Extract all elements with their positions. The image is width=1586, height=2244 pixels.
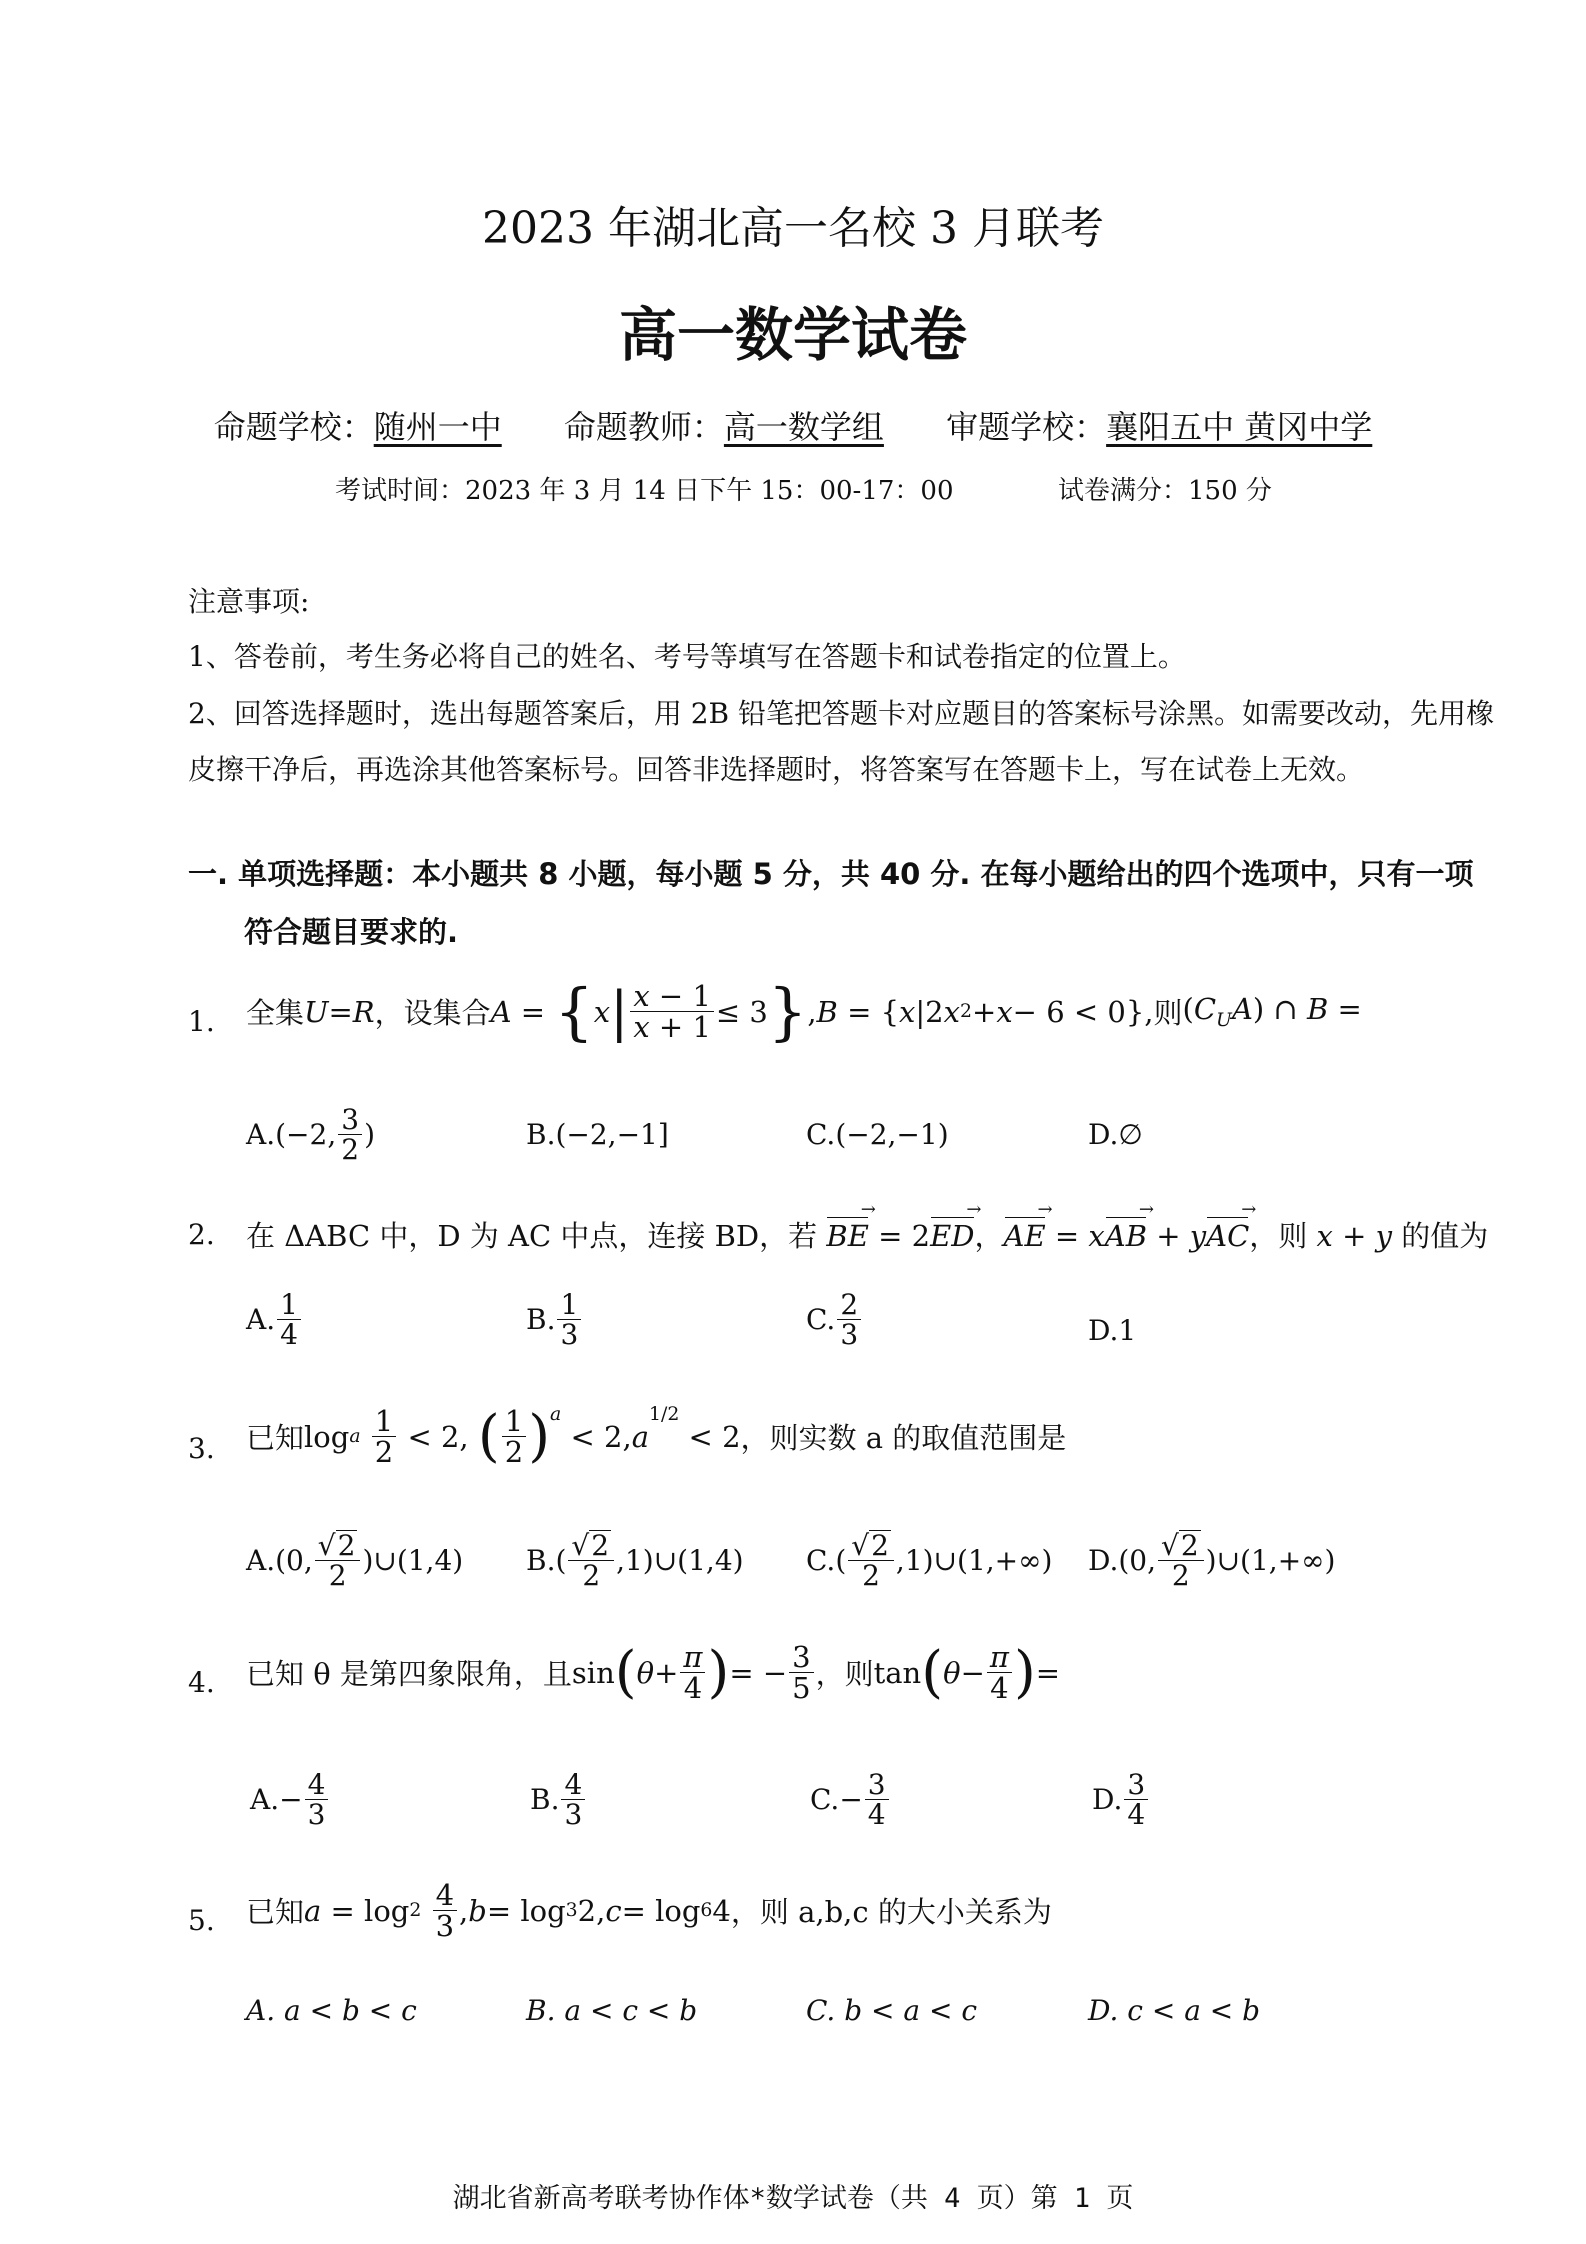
q2-option-b: B. $\frac{1}{3}$ — [526, 1290, 583, 1350]
formula-sin: sin ( θ + $\frac{\pi}{4}$ ) = − $\frac{3}{5}$ — [572, 1640, 816, 1705]
q4-option-c: C.− $\frac{3}{4}$ — [810, 1770, 891, 1830]
q1-option-c: C.(−2,−1) — [806, 1118, 949, 1151]
question-number: 1. — [188, 1005, 215, 1038]
page-footer: 湖北省新高考联考协作体*数学试卷（共 4 页）第 1 页 — [452, 2183, 1134, 2214]
formula-conditions: log a $\frac{1}{2}$ < 2, ( $\frac{1}{2}$ ) $^a$ < 2, a $^{1/2}$ < 2 — [304, 1403, 741, 1469]
q3-option-d: D.(0, $\frac{√2}{2}$ )∪(1,+∞) — [1088, 1529, 1336, 1593]
q5-option-c: C. b < a < c — [806, 1994, 978, 2027]
q1-option-b: B.(−2,−1] — [526, 1118, 669, 1151]
credit-setting-teacher: 命题教师：高一数学组 — [563, 408, 884, 446]
q5-option-b: B. a < c < b — [526, 1994, 698, 2027]
notice-item-2-line-2: 皮擦干净后，再选涂其他答案标号。回答非选择题时，将答案写在答题卡上，写在试卷上无效。 — [188, 753, 1365, 786]
question-1: 全集 U = R ，设集合 A = { x | $\frac{x - 1}{x + 1}$ ≤ 3 } , B = { x |2 x 2 + x − 6 < 0}, 则 $(C_UA)$ ∩ B = — [246, 975, 1362, 1048]
q3-option-a: A.(0, $\frac{√2}{2}$ )∪(1,4) — [246, 1529, 464, 1593]
formula-tan: tan ( θ − $\frac{\pi}{4}$ ) = — [873, 1639, 1061, 1705]
q4-option-d: D. $\frac{3}{4}$ — [1092, 1770, 1150, 1830]
section-heading: 一. 单项选择题：本小题共 8 小题，每小题 5 分，共 40 分. 在每小题给出的四个选项中，只有一项 — [188, 857, 1474, 891]
q5-option-d: D. c < a < b — [1088, 1994, 1261, 2027]
q3-option-b: B.( $\frac{√2}{2}$ ,1)∪(1,4) — [526, 1529, 744, 1593]
question-5: 已知 a = log 2 $\frac{4}{3}$ , b = log 3 2, c = log 6 4 ，则 a,b,c 的大小关系为 — [246, 1878, 1052, 1944]
q4-option-a: A.− $\frac{4}{3}$ — [250, 1770, 330, 1830]
exam-time: 考试时间：2023 年 3 月 14 日下午 15：00-17：00 — [335, 476, 954, 506]
question-2: 在 ΔABC 中，D 为 AC 中点，连接 BD，若 BE → = 2ED →，AE → = xAB → + yAC →，则 x + y 的值为 — [246, 1214, 1488, 1255]
credits-row — [0, 402, 1586, 448]
q3-option-c: C.( $\frac{√2}{2}$ ,1)∪(1,+∞) — [806, 1529, 1053, 1593]
formula-abc: a = log 2 $\frac{4}{3}$ , b = log 3 2, c = log 6 4 — [304, 1878, 731, 1944]
q4-option-b: B. $\frac{4}{3}$ — [530, 1770, 587, 1830]
q2-option-d: D.1 — [1088, 1314, 1137, 1347]
notice-item-1: 1、答卷前，考生务必将自己的姓名、考号等填写在答题卡和试卷指定的位置上。 — [188, 640, 1186, 673]
subject-title: 高一数学试卷 — [618, 301, 967, 369]
question-number: 2. — [188, 1218, 215, 1251]
exam-title: 2023 年湖北高一名校 3 月联考 — [482, 203, 1104, 254]
notice-heading: 注意事项: — [188, 585, 310, 618]
q5-option-a: A. a < b < c — [246, 1994, 417, 2027]
q1-option-a: A. (−2, $\frac{3}{2}$ ) — [246, 1103, 375, 1167]
formula-complement: $(C_UA)$ ∩ B = — [1182, 992, 1362, 1031]
credit-review-school: 审题学校：襄阳五中 黄冈中学 — [946, 408, 1373, 446]
question-3: 已知 log a $\frac{1}{2}$ < 2, ( $\frac{1}{2}$ ) $^a$ < 2, a $^{1/2}$ < 2 ，则实数 a 的取值范围是 — [246, 1403, 1067, 1469]
question-4: 已知 θ 是第四象限角，且 sin ( θ + $\frac{\pi}{4}$ ) = − $\frac{3}{5}$ ，则 tan ( θ − $\frac{\pi}{4}$ ) = — [246, 1639, 1061, 1705]
credit-setting-school: 命题学校：随州一中 — [213, 408, 502, 446]
full-score: 试卷满分：150 分 — [1058, 476, 1272, 506]
formula-set-a: A = { x | $\frac{x - 1}{x + 1}$ ≤ 3 } , B = { x |2 x 2 + x − 6 < 0}, — [490, 975, 1154, 1048]
q2-option-c: C. $\frac{2}{3}$ — [806, 1290, 863, 1350]
section-heading-cont: 符合题目要求的. — [244, 915, 459, 949]
question-number: 3. — [188, 1432, 215, 1465]
question-number: 4. — [188, 1666, 215, 1699]
q1-option-d: D.∅ — [1088, 1118, 1143, 1151]
notice-item-2-line-1: 2、回答选择题时，选出每题答案后，用 2B 铅笔把答题卡对应题目的答案标号涂黑。如需要改动，先用橡 — [188, 697, 1495, 730]
question-number: 5. — [188, 1904, 215, 1937]
q2-option-a: A. $\frac{1}{4}$ — [246, 1290, 303, 1350]
